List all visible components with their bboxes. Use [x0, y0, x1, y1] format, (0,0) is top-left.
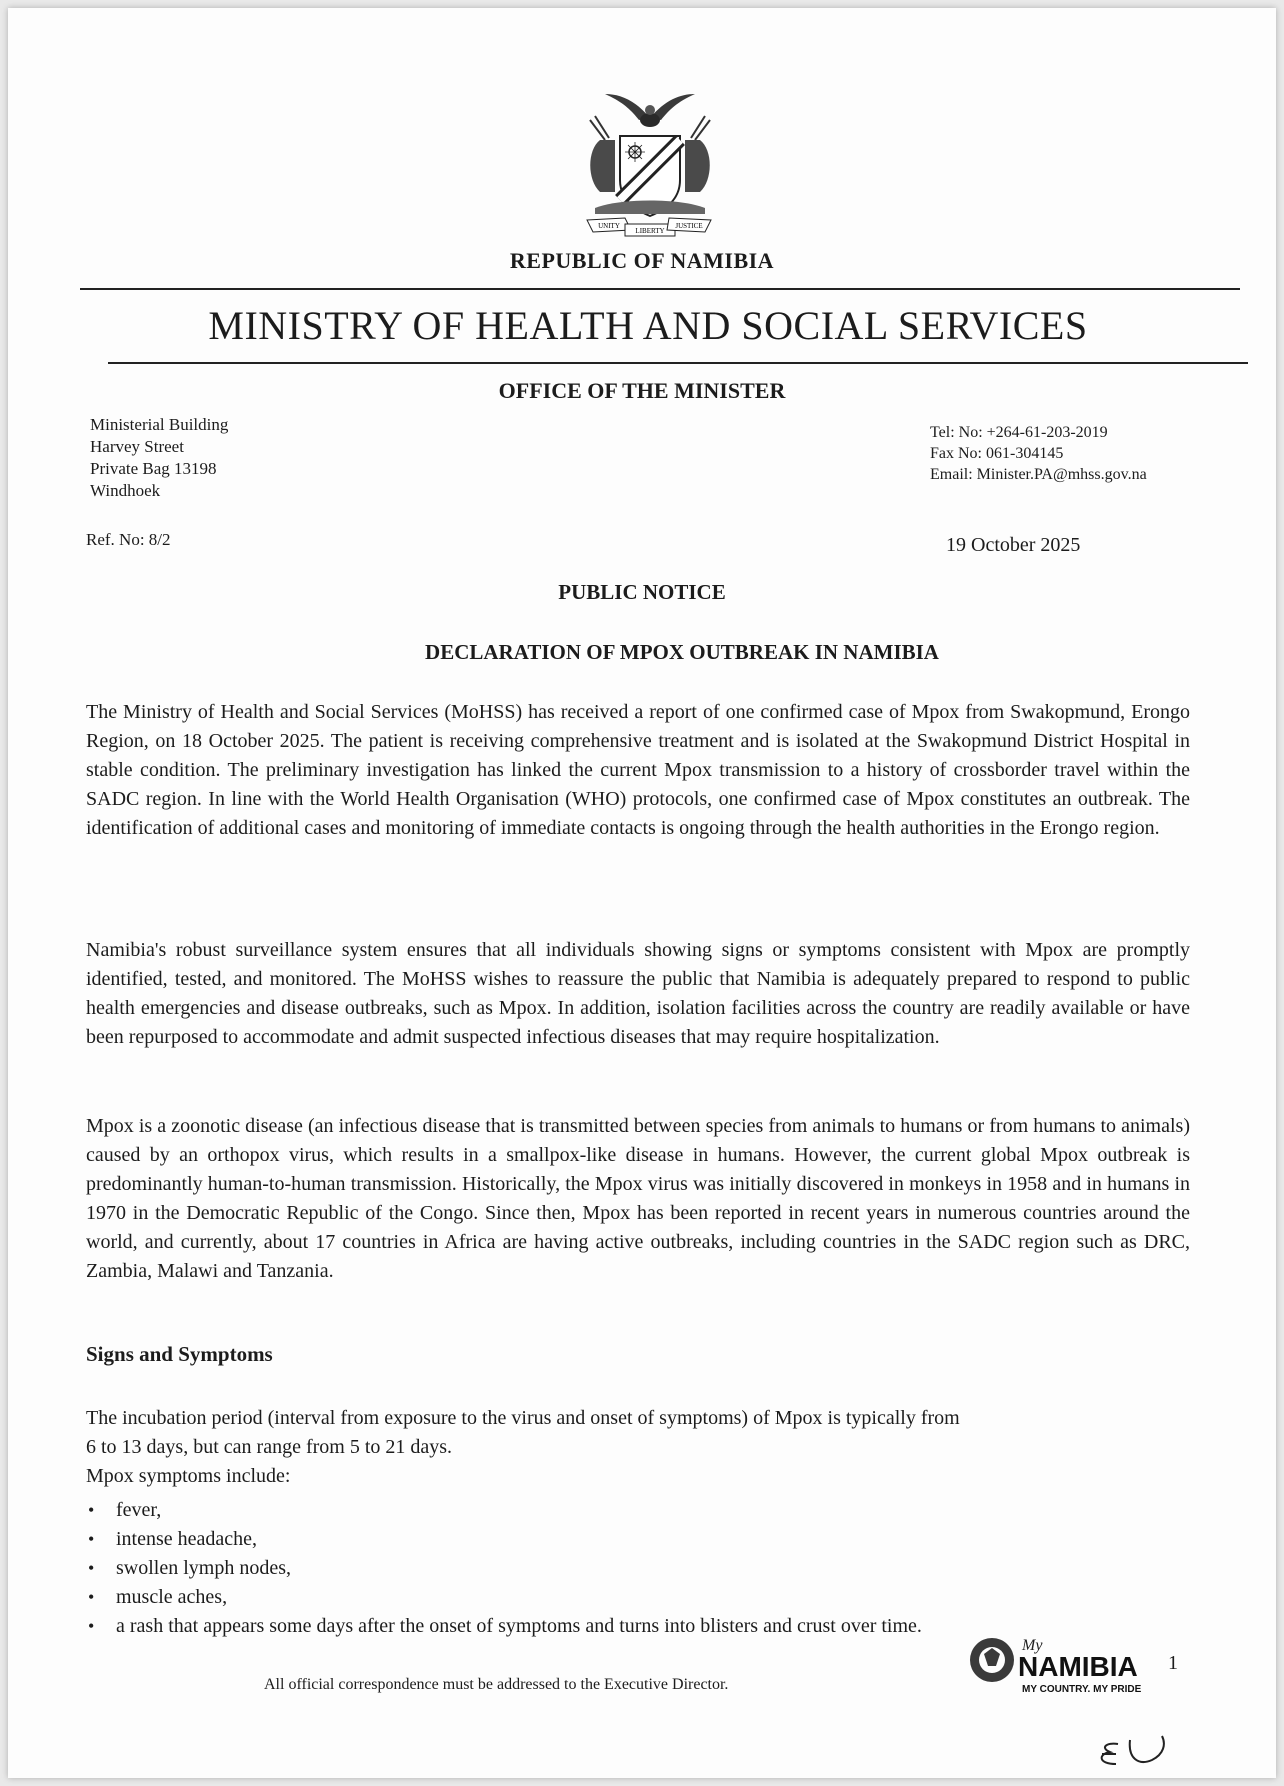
list-item: • fever, — [86, 1496, 1190, 1525]
address-line: Private Bag 13198 — [90, 459, 217, 478]
declaration-title: DECLARATION OF MPOX OUTBREAK IN NAMIBIA — [425, 640, 939, 664]
list-item: • swollen lymph nodes, — [86, 1554, 1190, 1583]
footer-note: All official correspondence must be addressed to the Executive Director. — [264, 1676, 729, 1693]
address-line: Ministerial Building — [90, 415, 229, 434]
logo-my: My — [1022, 1637, 1043, 1654]
incubation-line: The incubation period (interval from exposure to the virus and onset of symptoms) of Mpox is typically from — [86, 1407, 960, 1429]
page-number: 1 — [1168, 1652, 1178, 1674]
telephone: Tel: No: +264-61-203-2019 — [930, 424, 1108, 441]
signature-initials — [1088, 1730, 1198, 1776]
list-item: • a rash that appears some days after the onset of symptoms and turns into blisters and crust over time. — [86, 1612, 1190, 1641]
list-item: • muscle aches, — [86, 1583, 1190, 1612]
symptoms-heading: Signs and Symptoms — [86, 1342, 273, 1366]
paragraph-about-mpox: Mpox is a zoonotic disease (an infectious disease that is transmitted between species from animals to humans or from humans to animals) caused by an orthopox virus, which results in a smallpox-like disease in humans. However, the current global Mpox outbreak is predominantly human-to-human transmission. Historically, the Mpox virus was initially discovered in monkeys in 1958 and in humans in 1970 in the Democratic Republic of the Congo. Since then, Mpox has been reported in recent years in numerous countries around the world, and currently, about 17 countries in Africa are having active outbreaks, including countries in the SADC region such as DRC, Zambia, Malawi and Tanzania. — [86, 1115, 1190, 1282]
notice-date: 19 October 2025 — [946, 534, 1081, 556]
incubation-line: 6 to 13 days, but can range from 5 to 21 days. — [86, 1436, 453, 1458]
paragraph-outbreak-report: The Ministry of Health and Social Services (MoHSS) has received a report of one confirmed case of Mpox from Swakopmund, Erongo Region, on 18 October 2025. The patient is receiving comprehensive treatment and is isolated at the Swakopmund District Hospital in stable condition. The preliminary investigation has linked the current Mpox transmission to a history of crossborder travel within the SADC region. In line with the World Health Organisation (WHO) protocols, one confirmed case of Mpox constitutes an outbreak. The identification of additional cases and monitoring of immediate contacts is ongoing through the health authorities in the Erongo region. — [86, 701, 1190, 839]
postal-address — [90, 414, 228, 502]
list-item: • intense headache, — [86, 1525, 1190, 1554]
country-heading: REPUBLIC OF NAMIBIA — [509, 248, 775, 273]
logo-tagline: MY COUNTRY. MY PRIDE — [1022, 1684, 1142, 1695]
incubation-paragraph — [86, 1404, 1190, 1491]
header-rule-bottom — [108, 362, 1248, 364]
reference-number: Ref. No: 8/2 — [86, 530, 171, 549]
address-line: Harvey Street — [90, 437, 184, 456]
paragraph-surveillance: Namibia's robust surveillance system ensures that all individuals showing signs or symptoms consistent with Mpox are promptly identified, tested, and monitored. The MoHSS wishes to reassure the public that Namibia is adequately prepared to respond to public health emergencies and disease outbreaks, such as Mpox. In addition, isolation facilities across the country are readily available or have been repurposed to accommodate and admit suspected infectious diseases that may require hospitalization. — [86, 939, 1190, 1048]
my-namibia-logo-icon — [966, 1626, 1144, 1704]
fax: Fax No: 061-304145 — [930, 445, 1064, 462]
notice-title: PUBLIC NOTICE — [558, 580, 726, 604]
header-rule-top — [80, 288, 1240, 290]
coat-of-arms-icon — [565, 80, 735, 250]
document-page — [8, 8, 1276, 1778]
office-heading: OFFICE OF THE MINISTER — [498, 378, 786, 403]
motto-justice: JUSTICE — [675, 222, 703, 230]
motto-unity: UNITY — [598, 222, 620, 230]
logo-name: NAMIBIA — [1018, 1651, 1138, 1682]
address-line: Windhoek — [90, 481, 161, 500]
email: Email: Minister.PA@mhss.gov.na — [930, 466, 1147, 483]
contact-details — [930, 422, 1147, 485]
ministry-title: MINISTRY OF HEALTH AND SOCIAL SERVICES — [208, 303, 1088, 348]
symptoms-intro: Mpox symptoms include: — [86, 1465, 291, 1487]
symptoms-list — [86, 1496, 1190, 1641]
motto-liberty: LIBERTY — [635, 227, 665, 235]
